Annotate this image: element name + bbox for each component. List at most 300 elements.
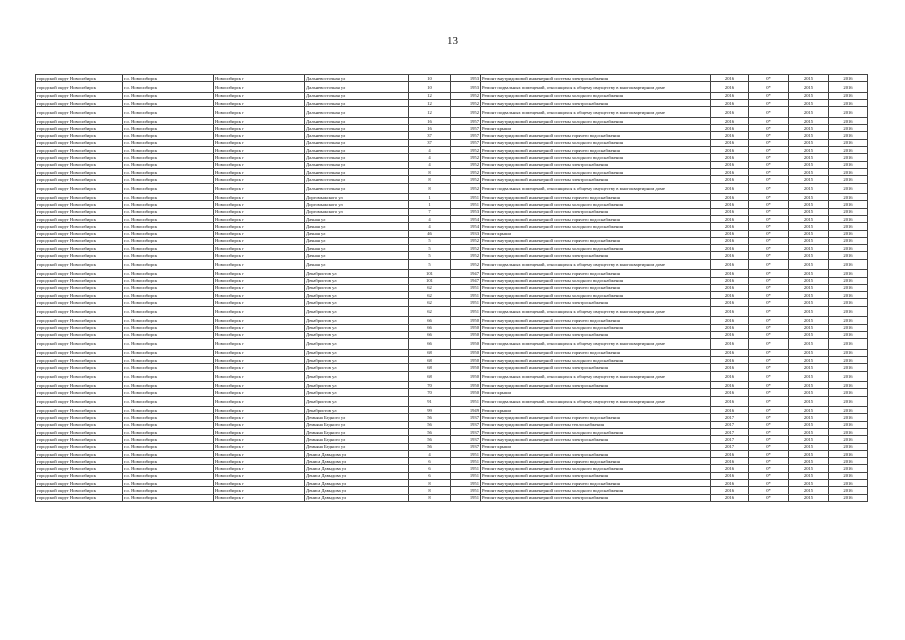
mark-cell: 0* xyxy=(749,82,789,93)
plan-from-cell: 2015 xyxy=(789,428,829,435)
plan-from-cell: 2015 xyxy=(789,183,829,194)
plan-from-cell: 2015 xyxy=(789,147,829,154)
district-cell: городской округ Новосибирск xyxy=(36,245,123,252)
work-cell: Ремонт внутридомовой инженерной системы горячего водоснабжения xyxy=(481,284,711,291)
start-year-cell: 2016 xyxy=(711,324,749,331)
year-cell: 1949 xyxy=(451,407,481,414)
street-cell: Декабристов ул xyxy=(305,356,409,363)
district-cell: городской округ Новосибирск xyxy=(36,364,123,371)
plan-from-cell: 2015 xyxy=(789,201,829,208)
table-row xyxy=(36,147,868,154)
plan-from-cell: 2015 xyxy=(789,472,829,479)
year-cell: 1937 xyxy=(451,428,481,435)
mark-cell: 0* xyxy=(749,132,789,139)
start-year-cell: 2016 xyxy=(711,107,749,118)
start-year-cell: 2016 xyxy=(711,100,749,107)
plan-from-cell: 2015 xyxy=(789,317,829,324)
table-row xyxy=(36,349,868,356)
plan-to-cell: 2016 xyxy=(829,389,868,396)
start-year-cell: 2016 xyxy=(711,331,749,338)
house-cell: 7 xyxy=(409,208,451,215)
start-year-cell: 2016 xyxy=(711,356,749,363)
work-cell: Ремонт внутридомовой инженерной системы холодного водоснабжения xyxy=(481,201,711,208)
mark-cell: 0* xyxy=(749,277,789,284)
city-cell: Новосибирск г xyxy=(214,215,305,222)
plan-to-cell: 2016 xyxy=(829,223,868,230)
year-cell: 1952 xyxy=(451,100,481,107)
work-cell: Ремонт внутридомовой инженерной системы электроснабжения xyxy=(481,472,711,479)
table-row xyxy=(36,259,868,270)
works-table-body xyxy=(36,75,868,502)
city-cell: Новосибирск г xyxy=(214,292,305,299)
start-year-cell: 2016 xyxy=(711,292,749,299)
plan-to-cell: 2016 xyxy=(829,356,868,363)
district-cell: городской округ Новосибирск xyxy=(36,306,123,317)
street-cell: Дениса Давыдова ул xyxy=(305,472,409,479)
settlement-cell: г.о. Новосибирск xyxy=(123,349,214,356)
settlement-cell: г.о. Новосибирск xyxy=(123,371,214,382)
plan-to-cell: 2016 xyxy=(829,270,868,277)
plan-to-cell: 2016 xyxy=(829,100,868,107)
plan-from-cell: 2015 xyxy=(789,194,829,201)
street-cell: Декабристов ул xyxy=(305,371,409,382)
year-cell: 1951 xyxy=(451,458,481,465)
house-cell: 62 xyxy=(409,284,451,291)
settlement-cell: г.о. Новосибирск xyxy=(123,324,214,331)
mark-cell: 0* xyxy=(749,107,789,118)
district-cell: городской округ Новосибирск xyxy=(36,494,123,501)
settlement-cell: г.о. Новосибирск xyxy=(123,356,214,363)
district-cell: городской округ Новосибирск xyxy=(36,436,123,443)
mark-cell: 0* xyxy=(749,306,789,317)
year-cell: 1954 xyxy=(451,215,481,222)
house-cell: 68 xyxy=(409,364,451,371)
city-cell: Новосибирск г xyxy=(214,356,305,363)
district-cell: городской округ Новосибирск xyxy=(36,139,123,146)
house-cell: 10 xyxy=(409,82,451,93)
plan-to-cell: 2016 xyxy=(829,230,868,237)
district-cell: городской округ Новосибирск xyxy=(36,356,123,363)
settlement-cell: г.о. Новосибирск xyxy=(123,339,214,350)
work-cell: Ремонт внутридомовой инженерной системы холодного водоснабжения xyxy=(481,117,711,124)
house-cell: 4 xyxy=(409,215,451,222)
house-cell: 12 xyxy=(409,100,451,107)
start-year-cell: 2016 xyxy=(711,223,749,230)
district-cell: городской округ Новосибирск xyxy=(36,154,123,161)
street-cell: Декабристов ул xyxy=(305,364,409,371)
city-cell: Новосибирск г xyxy=(214,396,305,407)
plan-to-cell: 2016 xyxy=(829,458,868,465)
district-cell: городской округ Новосибирск xyxy=(36,147,123,154)
street-cell: Декабристов ул xyxy=(305,389,409,396)
street-cell: Декабристов ул xyxy=(305,396,409,407)
district-cell: городской округ Новосибирск xyxy=(36,371,123,382)
work-cell: Ремонт внутридомовой инженерной системы горячего водоснабжения xyxy=(481,270,711,277)
mark-cell: 0* xyxy=(749,421,789,428)
mark-cell: 0* xyxy=(749,252,789,259)
city-cell: Новосибирск г xyxy=(214,284,305,291)
work-cell: Ремонт крыши xyxy=(481,443,711,450)
settlement-cell: г.о. Новосибирск xyxy=(123,487,214,494)
table-row xyxy=(36,270,868,277)
plan-to-cell: 2016 xyxy=(829,237,868,244)
plan-from-cell: 2015 xyxy=(789,277,829,284)
plan-from-cell: 2015 xyxy=(789,458,829,465)
work-cell: Ремонт внутридомовой инженерной системы горячего водоснабжения xyxy=(481,458,711,465)
plan-from-cell: 2015 xyxy=(789,421,829,428)
work-cell: Ремонт подвальных помещений, относящихся к общему имуществу в многоквартирном доме xyxy=(481,306,711,317)
mark-cell: 0* xyxy=(749,284,789,291)
mark-cell: 0* xyxy=(749,443,789,450)
start-year-cell: 2016 xyxy=(711,472,749,479)
house-cell: 56 xyxy=(409,428,451,435)
plan-to-cell: 2016 xyxy=(829,487,868,494)
table-row xyxy=(36,176,868,183)
city-cell: Новосибирск г xyxy=(214,299,305,306)
city-cell: Новосибирск г xyxy=(214,107,305,118)
street-cell: Дальневосточная ул xyxy=(305,100,409,107)
street-cell: Демьяна Бедного ул xyxy=(305,421,409,428)
house-cell: 62 xyxy=(409,292,451,299)
street-cell: Дениса Давыдова ул xyxy=(305,494,409,501)
settlement-cell: г.о. Новосибирск xyxy=(123,428,214,435)
district-cell: городской округ Новосибирск xyxy=(36,259,123,270)
plan-from-cell: 2015 xyxy=(789,92,829,99)
district-cell: городской округ Новосибирск xyxy=(36,201,123,208)
year-cell: 1957 xyxy=(451,125,481,132)
plan-from-cell: 2015 xyxy=(789,450,829,457)
start-year-cell: 2016 xyxy=(711,230,749,237)
settlement-cell: г.о. Новосибирск xyxy=(123,107,214,118)
work-cell: Ремонт внутридомовой инженерной системы холодного водоснабжения xyxy=(481,277,711,284)
district-cell: городской округ Новосибирск xyxy=(36,450,123,457)
start-year-cell: 2017 xyxy=(711,428,749,435)
district-cell: городской округ Новосибирск xyxy=(36,396,123,407)
plan-from-cell: 2015 xyxy=(789,176,829,183)
table-row xyxy=(36,223,868,230)
year-cell: 1937 xyxy=(451,443,481,450)
house-cell: 8 xyxy=(409,494,451,501)
street-cell: Дальневосточная ул xyxy=(305,168,409,175)
settlement-cell: г.о. Новосибирск xyxy=(123,270,214,277)
plan-to-cell: 2016 xyxy=(829,154,868,161)
year-cell: 1952 xyxy=(451,154,481,161)
work-cell: Ремонт подвальных помещений, относящихся к общему имуществу в многоквартирном доме xyxy=(481,371,711,382)
street-cell: Доргомыжского ул xyxy=(305,201,409,208)
city-cell: Новосибирск г xyxy=(214,161,305,168)
table-row xyxy=(36,284,868,291)
work-cell: Ремонт внутридомовой инженерной системы горячего водоснабжения xyxy=(481,194,711,201)
settlement-cell: г.о. Новосибирск xyxy=(123,194,214,201)
street-cell: Демьяна Бедного ул xyxy=(305,436,409,443)
house-cell: 66 xyxy=(409,324,451,331)
plan-from-cell: 2015 xyxy=(789,339,829,350)
year-cell: 1952 xyxy=(451,259,481,270)
mark-cell: 0* xyxy=(749,382,789,389)
mark-cell: 0* xyxy=(749,194,789,201)
settlement-cell: г.о. Новосибирск xyxy=(123,168,214,175)
plan-from-cell: 2015 xyxy=(789,208,829,215)
plan-from-cell: 2015 xyxy=(789,284,829,291)
plan-to-cell: 2016 xyxy=(829,465,868,472)
plan-from-cell: 2015 xyxy=(789,299,829,306)
mark-cell: 0* xyxy=(749,161,789,168)
house-cell: 70 xyxy=(409,389,451,396)
mark-cell: 0* xyxy=(749,125,789,132)
plan-to-cell: 2016 xyxy=(829,480,868,487)
settlement-cell: г.о. Новосибирск xyxy=(123,147,214,154)
start-year-cell: 2016 xyxy=(711,201,749,208)
work-cell: Ремонт внутридомовой инженерной системы холодного водоснабжения xyxy=(481,245,711,252)
district-cell: городской округ Новосибирск xyxy=(36,382,123,389)
plan-to-cell: 2016 xyxy=(829,252,868,259)
table-row xyxy=(36,277,868,284)
city-cell: Новосибирск г xyxy=(214,125,305,132)
year-cell: 1950 xyxy=(451,324,481,331)
settlement-cell: г.о. Новосибирск xyxy=(123,450,214,457)
district-cell: городской округ Новосибирск xyxy=(36,487,123,494)
plan-from-cell: 2015 xyxy=(789,349,829,356)
street-cell: Дальневосточная ул xyxy=(305,139,409,146)
plan-from-cell: 2015 xyxy=(789,306,829,317)
settlement-cell: г.о. Новосибирск xyxy=(123,125,214,132)
start-year-cell: 2016 xyxy=(711,450,749,457)
start-year-cell: 2016 xyxy=(711,458,749,465)
house-cell: 8 xyxy=(409,480,451,487)
year-cell: 1950 xyxy=(451,331,481,338)
city-cell: Новосибирск г xyxy=(214,306,305,317)
district-cell: городской округ Новосибирск xyxy=(36,414,123,421)
mark-cell: 0* xyxy=(749,494,789,501)
street-cell: Дачная ул xyxy=(305,245,409,252)
district-cell: городской округ Новосибирск xyxy=(36,292,123,299)
works-table-container xyxy=(35,74,867,502)
settlement-cell: г.о. Новосибирск xyxy=(123,161,214,168)
mark-cell: 0* xyxy=(749,117,789,124)
house-cell: 8 xyxy=(409,168,451,175)
house-cell: 1 xyxy=(409,201,451,208)
plan-to-cell: 2016 xyxy=(829,75,868,82)
street-cell: Дальневосточная ул xyxy=(305,176,409,183)
plan-from-cell: 2015 xyxy=(789,168,829,175)
plan-to-cell: 2016 xyxy=(829,259,868,270)
work-cell: Ремонт внутридомовой инженерной системы электроснабжения xyxy=(481,176,711,183)
house-cell: 5 xyxy=(409,245,451,252)
mark-cell: 0* xyxy=(749,349,789,356)
house-cell: 16 xyxy=(409,117,451,124)
city-cell: Новосибирск г xyxy=(214,259,305,270)
start-year-cell: 2016 xyxy=(711,117,749,124)
plan-to-cell: 2016 xyxy=(829,277,868,284)
district-cell: городской округ Новосибирск xyxy=(36,92,123,99)
year-cell: 1951 xyxy=(451,201,481,208)
plan-from-cell: 2015 xyxy=(789,259,829,270)
mark-cell: 0* xyxy=(749,168,789,175)
house-cell: 5 xyxy=(409,252,451,259)
mark-cell: 0* xyxy=(749,480,789,487)
street-cell: Декабристов ул xyxy=(305,270,409,277)
street-cell: Декабристов ул xyxy=(305,339,409,350)
city-cell: Новосибирск г xyxy=(214,194,305,201)
mark-cell: 0* xyxy=(749,292,789,299)
district-cell: городской округ Новосибирск xyxy=(36,168,123,175)
start-year-cell: 2016 xyxy=(711,125,749,132)
work-cell: Ремонт внутридомовой инженерной системы электроснабжения xyxy=(481,161,711,168)
work-cell: Ремонт внутридомовой инженерной системы горячего водоснабжения xyxy=(481,215,711,222)
work-cell: Ремонт внутридомовой инженерной системы холодного водоснабжения xyxy=(481,356,711,363)
year-cell: 1957 xyxy=(451,117,481,124)
work-cell: Ремонт внутридомовой инженерной системы холодного водоснабжения xyxy=(481,223,711,230)
mark-cell: 0* xyxy=(749,147,789,154)
city-cell: Новосибирск г xyxy=(214,436,305,443)
city-cell: Новосибирск г xyxy=(214,480,305,487)
year-cell: 1954 xyxy=(451,223,481,230)
settlement-cell: г.о. Новосибирск xyxy=(123,284,214,291)
house-cell: 5 xyxy=(409,237,451,244)
start-year-cell: 2016 xyxy=(711,183,749,194)
year-cell: 1951 xyxy=(451,487,481,494)
house-cell: 62 xyxy=(409,299,451,306)
plan-to-cell: 2016 xyxy=(829,396,868,407)
house-cell: 6 xyxy=(409,472,451,479)
house-cell: 70 xyxy=(409,382,451,389)
year-cell: 1933 xyxy=(451,230,481,237)
district-cell: городской округ Новосибирск xyxy=(36,443,123,450)
city-cell: Новосибирск г xyxy=(214,331,305,338)
table-row xyxy=(36,421,868,428)
house-cell: 8 xyxy=(409,183,451,194)
start-year-cell: 2016 xyxy=(711,465,749,472)
plan-to-cell: 2016 xyxy=(829,161,868,168)
year-cell: 1952 xyxy=(451,252,481,259)
street-cell: Дениса Давыдова ул xyxy=(305,480,409,487)
mark-cell: 0* xyxy=(749,230,789,237)
house-cell: 56 xyxy=(409,443,451,450)
year-cell: 1937 xyxy=(451,414,481,421)
plan-to-cell: 2016 xyxy=(829,107,868,118)
year-cell: 1957 xyxy=(451,139,481,146)
settlement-cell: г.о. Новосибирск xyxy=(123,237,214,244)
year-cell: 1957 xyxy=(451,132,481,139)
city-cell: Новосибирск г xyxy=(214,487,305,494)
mark-cell: 0* xyxy=(749,208,789,215)
year-cell: 1951 xyxy=(451,465,481,472)
plan-to-cell: 2016 xyxy=(829,349,868,356)
plan-to-cell: 2016 xyxy=(829,208,868,215)
district-cell: городской округ Новосибирск xyxy=(36,389,123,396)
plan-from-cell: 2015 xyxy=(789,292,829,299)
mark-cell: 0* xyxy=(749,237,789,244)
table-row xyxy=(36,168,868,175)
work-cell: Ремонт подвальных помещений, относящихся к общему имуществу в многоквартирном доме xyxy=(481,259,711,270)
settlement-cell: г.о. Новосибирск xyxy=(123,299,214,306)
house-cell: 37 xyxy=(409,139,451,146)
plan-from-cell: 2015 xyxy=(789,82,829,93)
district-cell: городской округ Новосибирск xyxy=(36,237,123,244)
start-year-cell: 2016 xyxy=(711,82,749,93)
table-row xyxy=(36,92,868,99)
start-year-cell: 2016 xyxy=(711,132,749,139)
start-year-cell: 2016 xyxy=(711,487,749,494)
table-row xyxy=(36,245,868,252)
table-row xyxy=(36,324,868,331)
street-cell: Декабристов ул xyxy=(305,407,409,414)
settlement-cell: г.о. Новосибирск xyxy=(123,176,214,183)
plan-to-cell: 2016 xyxy=(829,324,868,331)
year-cell: 1937 xyxy=(451,436,481,443)
district-cell: городской округ Новосибирск xyxy=(36,132,123,139)
street-cell: Демьяна Бедного ул xyxy=(305,443,409,450)
year-cell: 1952 xyxy=(451,92,481,99)
house-cell: 101 xyxy=(409,277,451,284)
mark-cell: 0* xyxy=(749,223,789,230)
table-row xyxy=(36,317,868,324)
year-cell: 1951 xyxy=(451,450,481,457)
plan-to-cell: 2016 xyxy=(829,176,868,183)
city-cell: Новосибирск г xyxy=(214,407,305,414)
work-cell: Ремонт внутридомовой инженерной системы электроснабжения xyxy=(481,299,711,306)
settlement-cell: г.о. Новосибирск xyxy=(123,245,214,252)
plan-from-cell: 2015 xyxy=(789,75,829,82)
year-cell: 1952 xyxy=(451,168,481,175)
start-year-cell: 2016 xyxy=(711,168,749,175)
district-cell: городской округ Новосибирск xyxy=(36,117,123,124)
street-cell: Доргомыжского ул xyxy=(305,194,409,201)
plan-to-cell: 2016 xyxy=(829,132,868,139)
mark-cell: 0* xyxy=(749,356,789,363)
table-row xyxy=(36,125,868,132)
house-cell: 56 xyxy=(409,421,451,428)
plan-to-cell: 2016 xyxy=(829,168,868,175)
work-cell: Ремонт внутридомовой инженерной системы холодного водоснабжения xyxy=(481,324,711,331)
work-cell: Ремонт внутридомовой инженерной системы холодного водоснабжения xyxy=(481,292,711,299)
work-cell: Ремонт внутридомовой инженерной системы электроснабжения xyxy=(481,75,711,82)
settlement-cell: г.о. Новосибирск xyxy=(123,317,214,324)
district-cell: городской округ Новосибирск xyxy=(36,270,123,277)
settlement-cell: г.о. Новосибирск xyxy=(123,382,214,389)
year-cell: 1952 xyxy=(451,183,481,194)
city-cell: Новосибирск г xyxy=(214,450,305,457)
city-cell: Новосибирск г xyxy=(214,443,305,450)
mark-cell: 0* xyxy=(749,450,789,457)
plan-to-cell: 2016 xyxy=(829,82,868,93)
street-cell: Декабристов ул xyxy=(305,331,409,338)
start-year-cell: 2017 xyxy=(711,414,749,421)
plan-from-cell: 2015 xyxy=(789,230,829,237)
plan-to-cell: 2016 xyxy=(829,125,868,132)
mark-cell: 0* xyxy=(749,407,789,414)
year-cell: 1950 xyxy=(451,356,481,363)
mark-cell: 0* xyxy=(749,331,789,338)
plan-from-cell: 2015 xyxy=(789,389,829,396)
settlement-cell: г.о. Новосибирск xyxy=(123,201,214,208)
house-cell: 6 xyxy=(409,458,451,465)
street-cell: Дальневосточная ул xyxy=(305,75,409,82)
street-cell: Дачная ул xyxy=(305,223,409,230)
work-cell: Ремонт внутридомовой инженерной системы горячего водоснабжения xyxy=(481,414,711,421)
work-cell: Ремонт подвальных помещений, относящихся к общему имуществу в многоквартирном доме xyxy=(481,82,711,93)
district-cell: городской округ Новосибирск xyxy=(36,223,123,230)
start-year-cell: 2016 xyxy=(711,339,749,350)
plan-from-cell: 2015 xyxy=(789,487,829,494)
mark-cell: 0* xyxy=(749,176,789,183)
table-row xyxy=(36,75,868,82)
city-cell: Новосибирск г xyxy=(214,270,305,277)
work-cell: Ремонт внутридомовой инженерной системы горячего водоснабжения xyxy=(481,480,711,487)
table-row xyxy=(36,472,868,479)
mark-cell: 0* xyxy=(749,139,789,146)
table-row xyxy=(36,161,868,168)
